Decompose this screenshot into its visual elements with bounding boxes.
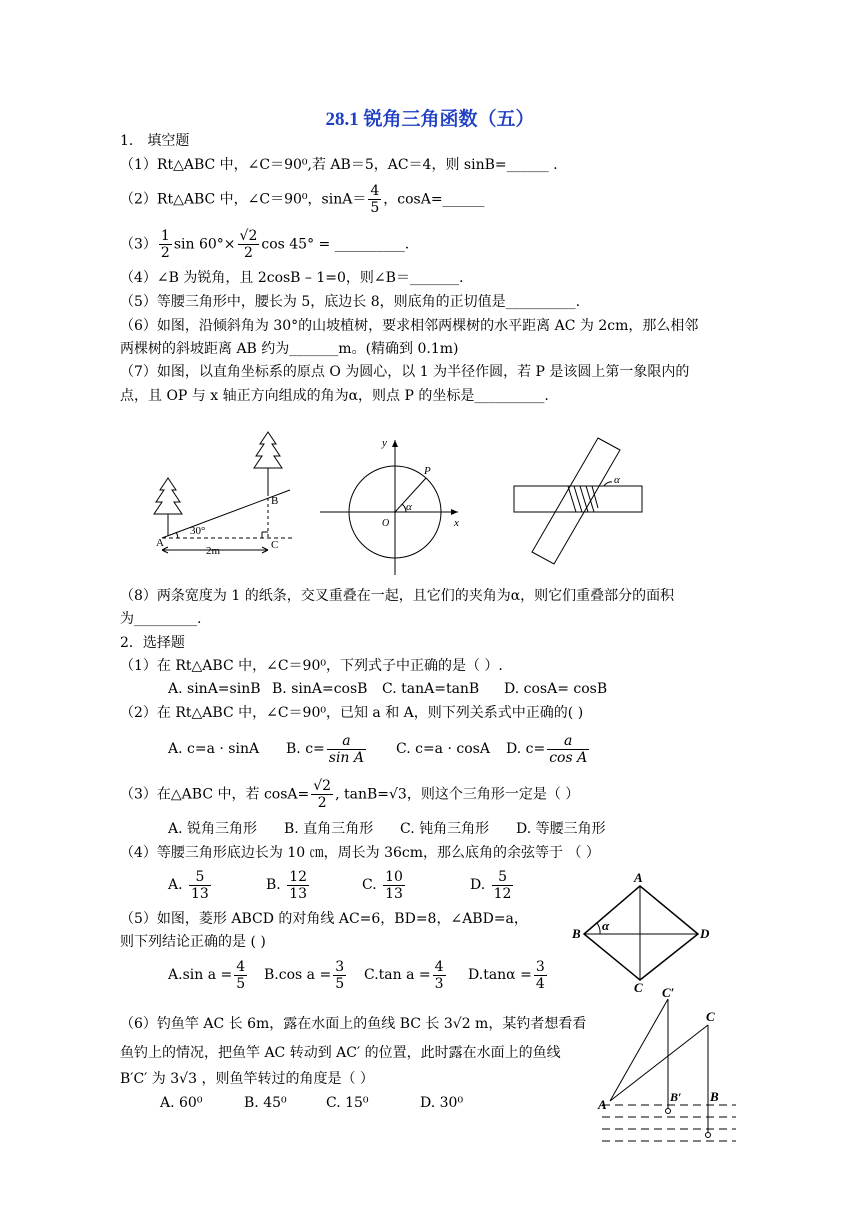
option-b[interactable]: B. sinA=cosB <box>272 681 368 697</box>
q2-6c: B′C′ 为 3√3 ，则鱼竿转过的角度是（ ） <box>120 1071 374 1087</box>
option-fn: sin a = <box>182 967 233 983</box>
q1-4: （4）∠B 为锐角，且 2cosB – 1=0，则∠B＝_______. <box>120 270 464 286</box>
option-label: D. <box>468 967 484 983</box>
option-b[interactable]: B. 45⁰ <box>244 1095 287 1111</box>
alpha-label: α <box>614 474 620 486</box>
option-d-fraction: $\frac{a}{\text{cos A}}$ <box>549 732 588 766</box>
option-a[interactable]: A. 60⁰ <box>160 1095 203 1111</box>
option-fraction: $\frac{10}{13}$ <box>385 868 403 902</box>
alpha-label: α <box>602 918 610 933</box>
q2-6b: 鱼钓上的情况，把鱼竿 AC 转动到 AC′ 的位置，此时露在水面上的鱼线 <box>120 1045 561 1061</box>
q2-6a: （6）钓鱼竿 AC 长 6m，露在水面上的鱼线 BC 长 3√2 m，某钓者想看看 <box>120 1016 587 1032</box>
q2-4-options <box>168 866 515 904</box>
option-label: A. <box>168 877 183 893</box>
option-c[interactable]: C. 15⁰ <box>326 1095 369 1111</box>
option-b[interactable] <box>286 730 396 768</box>
q2-3-fraction: $\frac{√2}{2}$ <box>313 778 332 811</box>
option-fraction: $\frac{3}{4}$ <box>535 958 545 992</box>
label-a: A <box>156 537 164 549</box>
option-c[interactable] <box>362 866 470 904</box>
option-a[interactable]: A. 锐角三角形 <box>168 821 258 837</box>
option-d-prefix: D. c= <box>506 741 546 757</box>
q2-3-post: , tanB=√3，则这个三角形一定是（ ） <box>335 786 580 803</box>
option-c[interactable] <box>364 956 468 994</box>
label-c: C <box>634 980 643 995</box>
label-dist: 2m <box>206 545 221 557</box>
q2-3-options <box>168 819 606 839</box>
q1-3-frac2: $\frac{√2}{2}$ <box>239 228 258 261</box>
option-b[interactable] <box>266 866 362 904</box>
q2-5b: 则下列结论正确的是 ( ) <box>120 934 266 950</box>
axis-y-label: y <box>382 437 387 449</box>
option-fraction: $\frac{12}{13}$ <box>289 868 308 902</box>
label-a: A <box>598 1097 607 1112</box>
option-c[interactable]: C. tanA=tanB <box>382 681 480 697</box>
option-d[interactable]: D. 等腰三角形 <box>516 821 606 837</box>
tree-icon <box>254 432 282 496</box>
option-a[interactable] <box>168 866 266 904</box>
option-a[interactable]: A. sinA=sinB <box>168 681 261 697</box>
option-c[interactable]: C. 钝角三角形 <box>400 821 490 837</box>
q1-2-text: （2）Rt△ABC 中，∠C＝90⁰，sinA＝ <box>120 191 367 208</box>
q1-6b: 两棵树的斜坡距离 AB 约为_______m。(精确到 0.1m) <box>120 341 459 357</box>
q1-8b: 为_________. <box>120 611 202 627</box>
q2-1: （1）在 Rt△ABC 中，∠C＝90⁰，下列式子中正确的是（ ）. <box>120 658 503 674</box>
label-b: B <box>710 1089 719 1104</box>
label-angle: 30° <box>190 525 206 537</box>
label-a: A <box>634 870 643 885</box>
option-b[interactable]: B. 直角三角形 <box>284 821 374 837</box>
q1-2-text-post: ，cosA=______ <box>383 191 485 208</box>
q1-3-frac1: $\frac{1}{2}$ <box>160 228 170 261</box>
q1-3 <box>120 228 409 261</box>
origin-label: O <box>382 518 390 529</box>
option-fraction: $\frac{4}{3}$ <box>434 958 444 992</box>
point-p-label: P <box>424 465 431 477</box>
option-fn: cos a = <box>278 967 332 983</box>
label-b-prime: B′ <box>670 1090 682 1104</box>
section1-heading: 1． 填空题 <box>120 133 190 149</box>
q1-8a: （8）两条宽度为 1 的纸条，交叉重叠在一起，且它们的夹角为α，则它们重叠部分的面积 <box>120 588 675 604</box>
q2-3-text: （3）在△ABC 中，若 cosA= <box>120 786 310 803</box>
q2-6-options <box>160 1093 463 1113</box>
page-title: 28.1 锐角三角函数（五） <box>325 109 535 130</box>
option-d[interactable]: D. cosA= cosB <box>504 681 608 697</box>
option-b-prefix: B. c= <box>286 741 325 757</box>
option-d[interactable] <box>506 730 591 768</box>
q1-7a: （7）如图，以直角坐标系的原点 O 为圆心，以 1 为半径作圆，若 P 是该圆上第一象限内的 <box>120 364 690 380</box>
q2-4: （4）等腰三角形底边长为 10 ㎝，周长为 36cm，那么底角的余弦等于 （ ） <box>120 845 600 861</box>
option-d[interactable] <box>470 866 515 904</box>
fishing-rod-figure <box>596 985 746 1147</box>
q2-1-options <box>168 679 607 699</box>
slope-figure <box>140 428 310 563</box>
axis-x-label: x <box>454 517 459 529</box>
q1-2-fraction: $\frac{4}{5}$ <box>370 183 380 216</box>
option-b-fraction: $\frac{a}{\text{sin A}}$ <box>328 732 365 766</box>
q1-5: （5）等腰三角形中，腰长为 5，底边长 8，则底角的正切值是__________. <box>120 294 581 310</box>
q2-5a: （5）如图，菱形 ABCD 的对角线 AC=6，BD=8，∠ABD=a， <box>120 911 528 927</box>
option-fraction: $\frac{3}{5}$ <box>335 958 345 992</box>
option-fn: tan a = <box>378 967 431 983</box>
circle-figure <box>318 432 468 577</box>
option-d[interactable]: D. 30⁰ <box>420 1095 464 1111</box>
q1-3-mid: sin 60°× <box>173 236 236 253</box>
q2-3 <box>120 778 579 811</box>
option-label: B. <box>264 967 279 983</box>
label-d: D <box>700 926 710 941</box>
option-label: C. <box>362 877 377 893</box>
q1-7b: 点，且 OP 与 x 轴正方向组成的角为α，则点 P 的坐标是__________. <box>120 388 549 404</box>
q2-5-options <box>168 956 549 994</box>
option-label: D. <box>470 877 486 893</box>
q1-2 <box>120 183 485 216</box>
q1-1: （1）Rt△ABC 中，∠C＝90⁰,若 AB＝5，AC＝4，则 sinB=______ . <box>120 157 558 173</box>
option-fraction: $\frac{5}{13}$ <box>191 868 209 902</box>
option-label: A. <box>168 967 183 983</box>
section2-heading: 2．选择题 <box>120 635 185 651</box>
label-b: B <box>271 495 279 507</box>
option-fraction: $\frac{4}{5}$ <box>236 958 246 992</box>
q2-2-options <box>168 730 591 768</box>
tree-icon <box>154 478 182 536</box>
option-label: C. <box>364 967 379 983</box>
label-c: C <box>706 1009 715 1024</box>
option-label: B. <box>266 877 281 893</box>
q2-2: （2）在 Rt△ABC 中，∠C＝90⁰，已知 a 和 A，则下列关系式中正确的( ) <box>120 705 584 721</box>
rhombus-figure <box>570 870 715 995</box>
label-c: C <box>271 539 279 551</box>
option-a[interactable] <box>168 956 264 994</box>
option-c[interactable]: C. c=a · cosA <box>396 741 490 757</box>
q1-3-label: （3） <box>120 236 157 253</box>
option-fraction: $\frac{5}{12}$ <box>493 868 512 902</box>
q1-6a: （6）如图，沿倾斜角为 30°的山坡植树，要求相邻两棵树的水平距离 AC 为 2cm，那么相邻 <box>120 318 699 334</box>
option-fn: tanα = <box>483 967 532 983</box>
option-d[interactable] <box>468 956 549 994</box>
label-c-prime: C′ <box>662 985 675 1000</box>
option-b[interactable] <box>264 956 364 994</box>
q1-3-post: cos 45° = __________. <box>261 236 410 253</box>
label-b: B <box>572 926 581 941</box>
option-a[interactable]: A. c=a · sinA <box>168 741 260 757</box>
alpha-label: α <box>406 501 412 513</box>
strips-figure <box>508 436 648 571</box>
